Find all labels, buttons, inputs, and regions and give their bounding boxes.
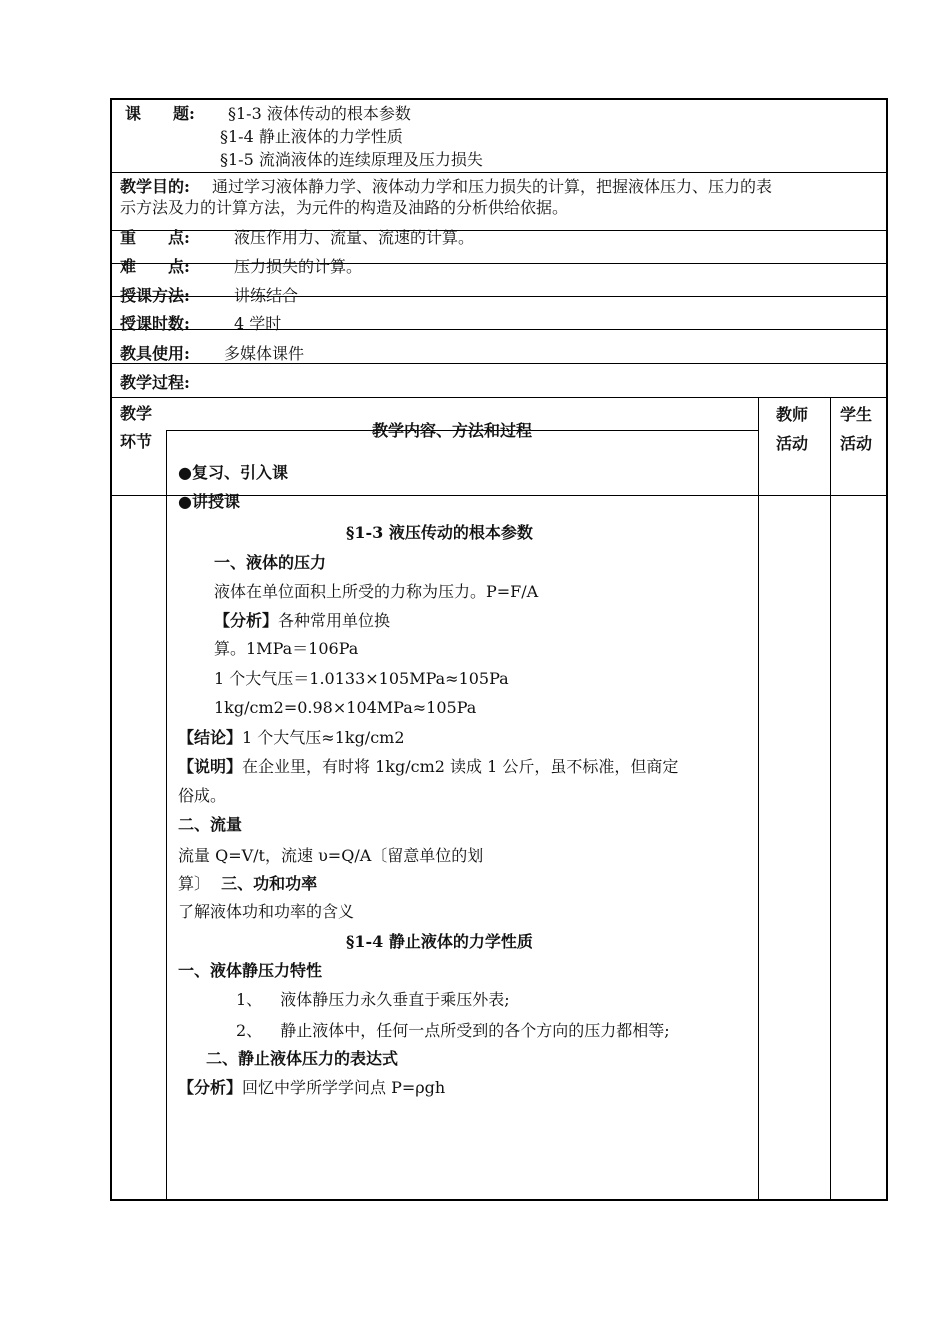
conversion-line-2: 1 个大气压＝1.0133×105MPa≈105Pa: [214, 669, 509, 688]
column-divider: [830, 397, 831, 1200]
conclusion-label: 【结论】: [178, 728, 243, 747]
key-point-label: 重 点:: [120, 228, 190, 247]
expression-heading: 二、静止液体压力的表达式: [206, 1049, 399, 1068]
table-top-border: [110, 98, 888, 100]
conversion-line-3: 1kg/cm2=0.98×104MPa≈105Pa: [214, 698, 477, 717]
analysis-2-line: [178, 1078, 445, 1098]
static-item-1: [236, 990, 510, 1010]
conclusion-text: 1 个大气压≈1kg/cm2: [242, 728, 405, 747]
power-heading: 三、功和功率: [221, 874, 318, 893]
topic-line-1: §1-3 液体传动的根本参数: [228, 104, 411, 123]
column-divider: [758, 397, 759, 1200]
key-point-text: 液压作用力、流量、流速的计算。: [234, 228, 475, 247]
teacher-header-2: 活动: [776, 434, 809, 453]
item-number: 2、: [236, 1021, 263, 1040]
note-line: [178, 757, 678, 777]
flow-text-2-line: [178, 874, 317, 894]
item-number: 1、: [236, 990, 263, 1009]
process-label: 教学过程:: [120, 373, 190, 392]
topic-line-2: §1-4 静止液体的力学性质: [220, 127, 403, 146]
analysis-label: 【分析】: [214, 611, 279, 630]
table-right-border: [886, 98, 888, 1201]
method-label: 授课方法:: [120, 286, 190, 305]
topic-line-3: §1-5 流淌液体的连续原理及压力损失: [220, 150, 483, 169]
student-header-2: 活动: [840, 434, 873, 453]
student-header-1: 学生: [840, 405, 873, 424]
flow-heading: 二、流量: [178, 815, 243, 834]
flow-text-1: 流量 Q=V/t，流速 υ=Q/A〔留意单位的划: [178, 846, 484, 865]
note-text: 在企业里，有时将 1kg/cm2 读成 1 公斤，虽不标准，但商定: [242, 757, 679, 776]
pressure-definition: 液体在单位面积上所受的力称为压力。P=F/A: [214, 582, 539, 601]
row-divider: [110, 397, 888, 398]
static-item-2: [236, 1021, 670, 1041]
note-label: 【说明】: [178, 757, 243, 776]
power-text: 了解液体功和功率的含义: [178, 902, 355, 921]
review-item: ●复习、引入课: [178, 463, 288, 482]
column-divider: [166, 430, 167, 1200]
row-divider: [110, 329, 888, 330]
hours-label: 授课时数:: [120, 314, 190, 333]
row-divider: [110, 263, 888, 264]
hours-text: 4 学时: [234, 314, 282, 333]
analysis-text: 各种常用单位换: [278, 611, 391, 630]
static-heading: 一、液体静压力特性: [178, 961, 323, 980]
conversion-line-1: 算。1MPa＝106Pa: [214, 639, 359, 658]
purpose-text-1: 通过学习液体静力学、液体动力学和压力损失的计算，把握液体压力、压力的表: [212, 177, 773, 196]
stage-header-1: 教学: [120, 404, 153, 423]
flow-text-2: 算〕: [178, 874, 211, 893]
row-divider: [110, 296, 888, 297]
item-text: 静止液体中，任何一点所受到的各个方向的压力都相等;: [280, 1021, 670, 1040]
difficulty-label: 难 点:: [120, 257, 190, 276]
teacher-header-1: 教师: [776, 405, 809, 424]
section-title-1-3: §1-3 液压传动的根本参数: [346, 523, 533, 542]
lecture-item: ●讲授课: [178, 492, 240, 511]
tools-label: 教具使用:: [120, 344, 190, 363]
analysis-line: [214, 611, 390, 631]
table-left-border: [110, 98, 112, 1201]
analysis-2-text: 回忆中学所学学问点 P=ρgh: [242, 1078, 446, 1097]
purpose-text-2: 示方法及力的计算方法，为元件的构造及油路的分析供给依据。: [120, 198, 569, 217]
section-title-1-4: §1-4 静止液体的力学性质: [346, 932, 533, 951]
row-divider: [110, 172, 888, 173]
pressure-heading: 一、液体的压力: [214, 553, 327, 572]
purpose-label: 教学目的:: [120, 177, 190, 196]
conclusion-line: [178, 728, 405, 748]
method-text: 讲练结合: [234, 286, 299, 305]
topic-label: 课 题:: [125, 104, 195, 123]
stage-header-2: 环节: [120, 432, 153, 451]
tools-text: 多媒体课件: [224, 344, 305, 363]
note-line-2: 俗成。: [178, 786, 227, 805]
difficulty-text: 压力损失的计算。: [234, 257, 363, 276]
table-bottom-border: [110, 1199, 888, 1201]
content-header: 教学内容、方法和过程: [372, 421, 533, 440]
analysis-2-label: 【分析】: [178, 1078, 243, 1097]
item-text: 液体静压力永久垂直于乘压外表;: [280, 990, 510, 1009]
row-divider: [110, 230, 888, 231]
